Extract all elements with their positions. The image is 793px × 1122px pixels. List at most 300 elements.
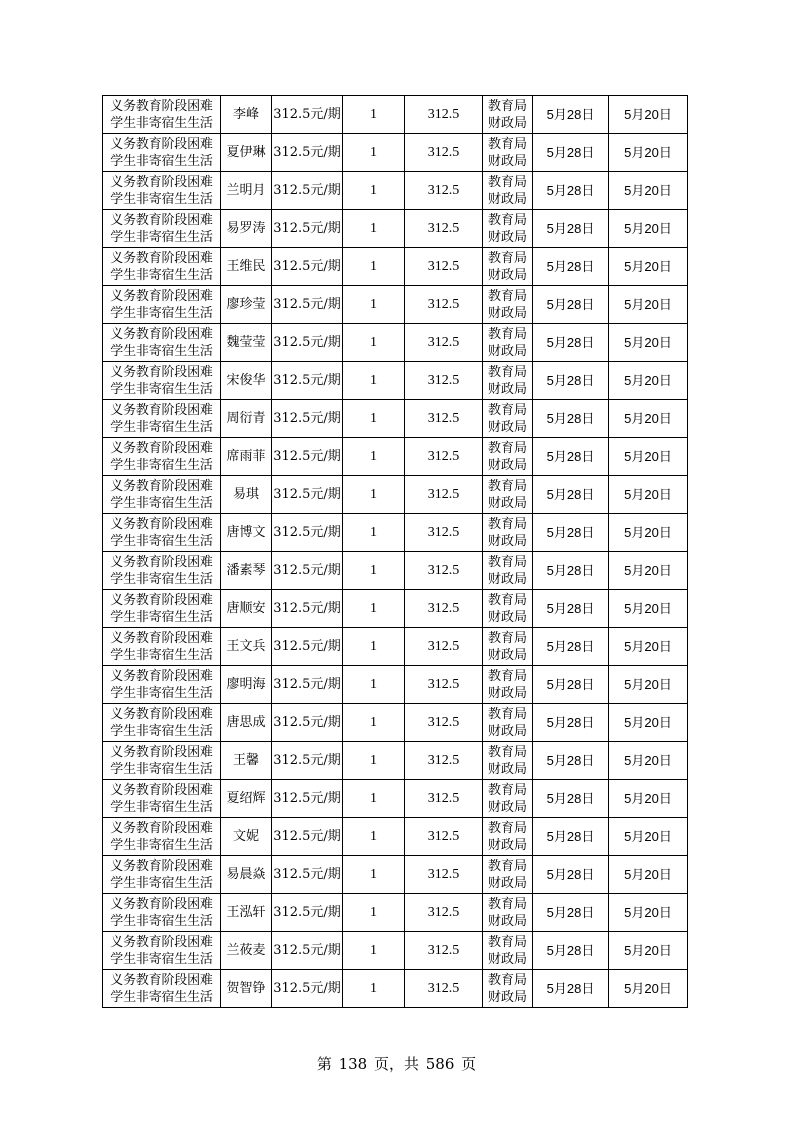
table-row bbox=[103, 628, 688, 666]
project-cell bbox=[103, 932, 221, 970]
date-cell-2: 5月20日 bbox=[609, 362, 688, 400]
department-cell-line: 教育局 bbox=[487, 326, 527, 342]
project-cell-line: 学生非寄宿生生活 bbox=[110, 951, 213, 967]
project-cell-line: 学生非寄宿生生活 bbox=[110, 381, 213, 397]
project-cell-line: 学生非寄宿生生活 bbox=[110, 153, 213, 169]
project-cell-line: 学生非寄宿生生活 bbox=[110, 495, 213, 511]
department-cell-line: 教育局 bbox=[487, 516, 527, 532]
project-cell-line: 义务教育阶段困难 bbox=[110, 440, 213, 456]
name-cell: 王泓轩 bbox=[221, 894, 272, 932]
date-cell-2: 5月20日 bbox=[609, 666, 688, 704]
department-cell-line: 财政局 bbox=[487, 381, 527, 397]
table-row bbox=[103, 932, 688, 970]
department-cell-line: 财政局 bbox=[487, 229, 527, 245]
name-cell: 唐博文 bbox=[221, 514, 272, 552]
date-cell-2: 5月20日 bbox=[609, 210, 688, 248]
standard-cell: 312.5元/期 bbox=[272, 552, 343, 590]
quantity-cell: 1 bbox=[343, 248, 405, 286]
department-cell bbox=[483, 666, 533, 704]
date-cell-2: 5月20日 bbox=[609, 514, 688, 552]
project-cell-line: 义务教育阶段困难 bbox=[110, 554, 213, 570]
date-cell-1: 5月28日 bbox=[533, 514, 609, 552]
department-cell-line: 财政局 bbox=[487, 951, 527, 967]
project-cell-line: 学生非寄宿生生活 bbox=[110, 229, 213, 245]
date-cell-2: 5月20日 bbox=[609, 628, 688, 666]
department-cell bbox=[483, 970, 533, 1008]
table-row bbox=[103, 438, 688, 476]
quantity-cell: 1 bbox=[343, 438, 405, 476]
date-cell-1: 5月28日 bbox=[533, 400, 609, 438]
project-cell-line: 学生非寄宿生生活 bbox=[110, 913, 213, 929]
department-cell-line: 财政局 bbox=[487, 305, 527, 321]
date-cell-1: 5月28日 bbox=[533, 970, 609, 1008]
project-cell-line: 义务教育阶段困难 bbox=[110, 364, 213, 380]
amount-cell: 312.5 bbox=[405, 476, 483, 514]
amount-cell: 312.5 bbox=[405, 248, 483, 286]
department-cell bbox=[483, 248, 533, 286]
date-cell-1: 5月28日 bbox=[533, 552, 609, 590]
table-row bbox=[103, 286, 688, 324]
project-cell-line: 学生非寄宿生生活 bbox=[110, 267, 213, 283]
project-cell-line: 义务教育阶段困难 bbox=[110, 136, 213, 152]
project-cell bbox=[103, 514, 221, 552]
department-cell bbox=[483, 856, 533, 894]
date-cell-2: 5月20日 bbox=[609, 552, 688, 590]
project-cell-line: 义务教育阶段困难 bbox=[110, 668, 213, 684]
quantity-cell: 1 bbox=[343, 514, 405, 552]
name-cell: 唐顺安 bbox=[221, 590, 272, 628]
project-cell bbox=[103, 552, 221, 590]
department-cell-line: 教育局 bbox=[487, 744, 527, 760]
date-cell-2: 5月20日 bbox=[609, 818, 688, 856]
department-cell-line: 教育局 bbox=[487, 478, 527, 494]
project-cell-line: 学生非寄宿生生活 bbox=[110, 571, 213, 587]
table-row bbox=[103, 248, 688, 286]
project-cell-line: 学生非寄宿生生活 bbox=[110, 837, 213, 853]
amount-cell: 312.5 bbox=[405, 286, 483, 324]
project-cell-line: 学生非寄宿生生活 bbox=[110, 647, 213, 663]
table-row bbox=[103, 742, 688, 780]
date-cell-2: 5月20日 bbox=[609, 742, 688, 780]
project-cell-line: 学生非寄宿生生活 bbox=[110, 761, 213, 777]
department-cell bbox=[483, 818, 533, 856]
standard-cell: 312.5元/期 bbox=[272, 856, 343, 894]
name-cell: 潘素琴 bbox=[221, 552, 272, 590]
department-cell-line: 教育局 bbox=[487, 592, 527, 608]
project-cell bbox=[103, 856, 221, 894]
amount-cell: 312.5 bbox=[405, 324, 483, 362]
project-cell bbox=[103, 134, 221, 172]
standard-cell: 312.5元/期 bbox=[272, 476, 343, 514]
table-row bbox=[103, 666, 688, 704]
quantity-cell: 1 bbox=[343, 780, 405, 818]
project-cell-line: 学生非寄宿生生活 bbox=[110, 115, 213, 131]
project-cell-line: 学生非寄宿生生活 bbox=[110, 685, 213, 701]
standard-cell: 312.5元/期 bbox=[272, 438, 343, 476]
name-cell: 夏伊琳 bbox=[221, 134, 272, 172]
department-cell-line: 教育局 bbox=[487, 174, 527, 190]
project-cell-line: 学生非寄宿生生活 bbox=[110, 875, 213, 891]
amount-cell: 312.5 bbox=[405, 970, 483, 1008]
department-cell bbox=[483, 514, 533, 552]
table-row bbox=[103, 818, 688, 856]
date-cell-1: 5月28日 bbox=[533, 590, 609, 628]
quantity-cell: 1 bbox=[343, 666, 405, 704]
department-cell-line: 教育局 bbox=[487, 364, 527, 380]
date-cell-2: 5月20日 bbox=[609, 476, 688, 514]
project-cell-line: 学生非寄宿生生活 bbox=[110, 343, 213, 359]
table-row bbox=[103, 400, 688, 438]
department-cell bbox=[483, 96, 533, 134]
project-cell-line: 义务教育阶段困难 bbox=[110, 592, 213, 608]
name-cell: 王维民 bbox=[221, 248, 272, 286]
date-cell-2: 5月20日 bbox=[609, 248, 688, 286]
date-cell-2: 5月20日 bbox=[609, 932, 688, 970]
project-cell bbox=[103, 666, 221, 704]
department-cell-line: 教育局 bbox=[487, 858, 527, 874]
standard-cell: 312.5元/期 bbox=[272, 666, 343, 704]
project-cell-line: 义务教育阶段困难 bbox=[110, 478, 213, 494]
quantity-cell: 1 bbox=[343, 970, 405, 1008]
date-cell-2: 5月20日 bbox=[609, 96, 688, 134]
table-row bbox=[103, 780, 688, 818]
department-cell-line: 财政局 bbox=[487, 343, 527, 359]
project-cell-line: 义务教育阶段困难 bbox=[110, 706, 213, 722]
date-cell-1: 5月28日 bbox=[533, 476, 609, 514]
department-cell bbox=[483, 552, 533, 590]
project-cell bbox=[103, 438, 221, 476]
standard-cell: 312.5元/期 bbox=[272, 286, 343, 324]
amount-cell: 312.5 bbox=[405, 134, 483, 172]
quantity-cell: 1 bbox=[343, 476, 405, 514]
name-cell: 廖珍莹 bbox=[221, 286, 272, 324]
standard-cell: 312.5元/期 bbox=[272, 818, 343, 856]
project-cell-line: 学生非寄宿生生活 bbox=[110, 457, 213, 473]
department-cell bbox=[483, 134, 533, 172]
date-cell-2: 5月20日 bbox=[609, 894, 688, 932]
project-cell-line: 学生非寄宿生生活 bbox=[110, 989, 213, 1005]
project-cell-line: 义务教育阶段困难 bbox=[110, 820, 213, 836]
name-cell: 易罗涛 bbox=[221, 210, 272, 248]
department-cell-line: 教育局 bbox=[487, 212, 527, 228]
department-cell-line: 财政局 bbox=[487, 761, 527, 777]
standard-cell: 312.5元/期 bbox=[272, 590, 343, 628]
project-cell-line: 学生非寄宿生生活 bbox=[110, 609, 213, 625]
standard-cell: 312.5元/期 bbox=[272, 704, 343, 742]
quantity-cell: 1 bbox=[343, 894, 405, 932]
department-cell bbox=[483, 400, 533, 438]
project-cell-line: 义务教育阶段困难 bbox=[110, 896, 213, 912]
name-cell: 兰明月 bbox=[221, 172, 272, 210]
project-cell bbox=[103, 704, 221, 742]
date-cell-1: 5月28日 bbox=[533, 210, 609, 248]
name-cell: 王馨 bbox=[221, 742, 272, 780]
date-cell-2: 5月20日 bbox=[609, 134, 688, 172]
quantity-cell: 1 bbox=[343, 400, 405, 438]
quantity-cell: 1 bbox=[343, 932, 405, 970]
amount-cell: 312.5 bbox=[405, 894, 483, 932]
project-cell bbox=[103, 324, 221, 362]
department-cell-line: 教育局 bbox=[487, 250, 527, 266]
department-cell-line: 财政局 bbox=[487, 913, 527, 929]
date-cell-1: 5月28日 bbox=[533, 704, 609, 742]
department-cell bbox=[483, 780, 533, 818]
department-cell bbox=[483, 438, 533, 476]
table-row bbox=[103, 590, 688, 628]
quantity-cell: 1 bbox=[343, 704, 405, 742]
table-row bbox=[103, 894, 688, 932]
table-row bbox=[103, 552, 688, 590]
amount-cell: 312.5 bbox=[405, 932, 483, 970]
amount-cell: 312.5 bbox=[405, 362, 483, 400]
department-cell-line: 教育局 bbox=[487, 934, 527, 950]
amount-cell: 312.5 bbox=[405, 856, 483, 894]
date-cell-1: 5月28日 bbox=[533, 96, 609, 134]
department-cell-line: 财政局 bbox=[487, 419, 527, 435]
project-cell bbox=[103, 970, 221, 1008]
department-cell-line: 财政局 bbox=[487, 647, 527, 663]
project-cell-line: 义务教育阶段困难 bbox=[110, 516, 213, 532]
name-cell: 兰莜麦 bbox=[221, 932, 272, 970]
standard-cell: 312.5元/期 bbox=[272, 172, 343, 210]
project-cell-line: 学生非寄宿生生活 bbox=[110, 723, 213, 739]
name-cell: 周衍青 bbox=[221, 400, 272, 438]
department-cell bbox=[483, 476, 533, 514]
department-cell bbox=[483, 286, 533, 324]
project-cell bbox=[103, 96, 221, 134]
project-cell-line: 义务教育阶段困难 bbox=[110, 288, 213, 304]
standard-cell: 312.5元/期 bbox=[272, 324, 343, 362]
name-cell: 文妮 bbox=[221, 818, 272, 856]
amount-cell: 312.5 bbox=[405, 400, 483, 438]
project-cell-line: 学生非寄宿生生活 bbox=[110, 419, 213, 435]
name-cell: 宋俊华 bbox=[221, 362, 272, 400]
project-cell-line: 义务教育阶段困难 bbox=[110, 630, 213, 646]
date-cell-2: 5月20日 bbox=[609, 590, 688, 628]
project-cell-line: 义务教育阶段困难 bbox=[110, 250, 213, 266]
quantity-cell: 1 bbox=[343, 286, 405, 324]
standard-cell: 312.5元/期 bbox=[272, 134, 343, 172]
department-cell-line: 财政局 bbox=[487, 533, 527, 549]
date-cell-2: 5月20日 bbox=[609, 970, 688, 1008]
quantity-cell: 1 bbox=[343, 742, 405, 780]
date-cell-1: 5月28日 bbox=[533, 780, 609, 818]
project-cell-line: 学生非寄宿生生活 bbox=[110, 191, 213, 207]
department-cell-line: 教育局 bbox=[487, 402, 527, 418]
department-cell-line: 财政局 bbox=[487, 191, 527, 207]
date-cell-1: 5月28日 bbox=[533, 628, 609, 666]
department-cell-line: 教育局 bbox=[487, 706, 527, 722]
department-cell-line: 财政局 bbox=[487, 609, 527, 625]
project-cell bbox=[103, 894, 221, 932]
table-row bbox=[103, 514, 688, 552]
amount-cell: 312.5 bbox=[405, 96, 483, 134]
date-cell-1: 5月28日 bbox=[533, 324, 609, 362]
department-cell-line: 教育局 bbox=[487, 668, 527, 684]
department-cell bbox=[483, 894, 533, 932]
project-cell bbox=[103, 210, 221, 248]
name-cell: 唐思成 bbox=[221, 704, 272, 742]
date-cell-2: 5月20日 bbox=[609, 286, 688, 324]
quantity-cell: 1 bbox=[343, 818, 405, 856]
table-row bbox=[103, 362, 688, 400]
table-row bbox=[103, 476, 688, 514]
project-cell-line: 义务教育阶段困难 bbox=[110, 212, 213, 228]
amount-cell: 312.5 bbox=[405, 210, 483, 248]
name-cell: 王文兵 bbox=[221, 628, 272, 666]
quantity-cell: 1 bbox=[343, 628, 405, 666]
standard-cell: 312.5元/期 bbox=[272, 970, 343, 1008]
department-cell-line: 教育局 bbox=[487, 98, 527, 114]
project-cell-line: 义务教育阶段困难 bbox=[110, 326, 213, 342]
table-body bbox=[103, 96, 688, 1008]
project-cell-line: 义务教育阶段困难 bbox=[110, 858, 213, 874]
standard-cell: 312.5元/期 bbox=[272, 894, 343, 932]
project-cell-line: 义务教育阶段困难 bbox=[110, 972, 213, 988]
date-cell-1: 5月28日 bbox=[533, 818, 609, 856]
quantity-cell: 1 bbox=[343, 552, 405, 590]
amount-cell: 312.5 bbox=[405, 552, 483, 590]
table-row bbox=[103, 96, 688, 134]
project-cell-line: 义务教育阶段困难 bbox=[110, 934, 213, 950]
standard-cell: 312.5元/期 bbox=[272, 514, 343, 552]
date-cell-1: 5月28日 bbox=[533, 742, 609, 780]
amount-cell: 312.5 bbox=[405, 666, 483, 704]
department-cell-line: 财政局 bbox=[487, 685, 527, 701]
date-cell-2: 5月20日 bbox=[609, 324, 688, 362]
project-cell-line: 义务教育阶段困难 bbox=[110, 98, 213, 114]
date-cell-1: 5月28日 bbox=[533, 856, 609, 894]
amount-cell: 312.5 bbox=[405, 514, 483, 552]
project-cell bbox=[103, 248, 221, 286]
standard-cell: 312.5元/期 bbox=[272, 210, 343, 248]
project-cell-line: 义务教育阶段困难 bbox=[110, 782, 213, 798]
date-cell-2: 5月20日 bbox=[609, 438, 688, 476]
department-cell-line: 教育局 bbox=[487, 554, 527, 570]
department-cell-line: 财政局 bbox=[487, 837, 527, 853]
name-cell: 夏绍辉 bbox=[221, 780, 272, 818]
department-cell-line: 教育局 bbox=[487, 630, 527, 646]
department-cell-line: 财政局 bbox=[487, 267, 527, 283]
department-cell-line: 财政局 bbox=[487, 989, 527, 1005]
project-cell bbox=[103, 476, 221, 514]
project-cell-line: 学生非寄宿生生活 bbox=[110, 305, 213, 321]
quantity-cell: 1 bbox=[343, 172, 405, 210]
quantity-cell: 1 bbox=[343, 210, 405, 248]
amount-cell: 312.5 bbox=[405, 780, 483, 818]
date-cell-1: 5月28日 bbox=[533, 438, 609, 476]
department-cell-line: 教育局 bbox=[487, 896, 527, 912]
amount-cell: 312.5 bbox=[405, 704, 483, 742]
project-cell bbox=[103, 286, 221, 324]
amount-cell: 312.5 bbox=[405, 818, 483, 856]
department-cell-line: 财政局 bbox=[487, 799, 527, 815]
table-row bbox=[103, 856, 688, 894]
date-cell-2: 5月20日 bbox=[609, 704, 688, 742]
department-cell bbox=[483, 324, 533, 362]
project-cell-line: 义务教育阶段困难 bbox=[110, 744, 213, 760]
project-cell bbox=[103, 172, 221, 210]
name-cell: 贺智铮 bbox=[221, 970, 272, 1008]
department-cell bbox=[483, 628, 533, 666]
date-cell-2: 5月20日 bbox=[609, 856, 688, 894]
department-cell-line: 财政局 bbox=[487, 153, 527, 169]
project-cell bbox=[103, 780, 221, 818]
department-cell bbox=[483, 932, 533, 970]
department-cell-line: 教育局 bbox=[487, 136, 527, 152]
date-cell-1: 5月28日 bbox=[533, 248, 609, 286]
date-cell-2: 5月20日 bbox=[609, 172, 688, 210]
quantity-cell: 1 bbox=[343, 134, 405, 172]
name-cell: 易琪 bbox=[221, 476, 272, 514]
subsidy-table bbox=[102, 95, 688, 1008]
department-cell-line: 教育局 bbox=[487, 820, 527, 836]
name-cell: 魏莹莹 bbox=[221, 324, 272, 362]
department-cell bbox=[483, 362, 533, 400]
amount-cell: 312.5 bbox=[405, 438, 483, 476]
department-cell-line: 教育局 bbox=[487, 440, 527, 456]
date-cell-1: 5月28日 bbox=[533, 134, 609, 172]
table-row bbox=[103, 704, 688, 742]
date-cell-1: 5月28日 bbox=[533, 362, 609, 400]
table-row bbox=[103, 210, 688, 248]
date-cell-1: 5月28日 bbox=[533, 286, 609, 324]
standard-cell: 312.5元/期 bbox=[272, 780, 343, 818]
date-cell-1: 5月28日 bbox=[533, 894, 609, 932]
project-cell bbox=[103, 742, 221, 780]
quantity-cell: 1 bbox=[343, 362, 405, 400]
project-cell bbox=[103, 818, 221, 856]
quantity-cell: 1 bbox=[343, 856, 405, 894]
project-cell bbox=[103, 590, 221, 628]
department-cell-line: 财政局 bbox=[487, 115, 527, 131]
date-cell-1: 5月28日 bbox=[533, 172, 609, 210]
name-cell: 易晨焱 bbox=[221, 856, 272, 894]
project-cell bbox=[103, 362, 221, 400]
department-cell-line: 财政局 bbox=[487, 457, 527, 473]
amount-cell: 312.5 bbox=[405, 590, 483, 628]
project-cell-line: 学生非寄宿生生活 bbox=[110, 799, 213, 815]
date-cell-2: 5月20日 bbox=[609, 780, 688, 818]
amount-cell: 312.5 bbox=[405, 742, 483, 780]
amount-cell: 312.5 bbox=[405, 172, 483, 210]
quantity-cell: 1 bbox=[343, 96, 405, 134]
project-cell bbox=[103, 400, 221, 438]
department-cell bbox=[483, 172, 533, 210]
name-cell: 李峰 bbox=[221, 96, 272, 134]
standard-cell: 312.5元/期 bbox=[272, 362, 343, 400]
name-cell: 席雨菲 bbox=[221, 438, 272, 476]
quantity-cell: 1 bbox=[343, 590, 405, 628]
standard-cell: 312.5元/期 bbox=[272, 248, 343, 286]
department-cell bbox=[483, 590, 533, 628]
table-row bbox=[103, 970, 688, 1008]
department-cell-line: 财政局 bbox=[487, 723, 527, 739]
department-cell-line: 财政局 bbox=[487, 495, 527, 511]
department-cell-line: 教育局 bbox=[487, 288, 527, 304]
department-cell-line: 教育局 bbox=[487, 782, 527, 798]
department-cell bbox=[483, 704, 533, 742]
quantity-cell: 1 bbox=[343, 324, 405, 362]
table-row bbox=[103, 172, 688, 210]
standard-cell: 312.5元/期 bbox=[272, 742, 343, 780]
project-cell-line: 学生非寄宿生生活 bbox=[110, 533, 213, 549]
department-cell-line: 教育局 bbox=[487, 972, 527, 988]
department-cell-line: 财政局 bbox=[487, 875, 527, 891]
standard-cell: 312.5元/期 bbox=[272, 628, 343, 666]
project-cell bbox=[103, 628, 221, 666]
date-cell-1: 5月28日 bbox=[533, 666, 609, 704]
